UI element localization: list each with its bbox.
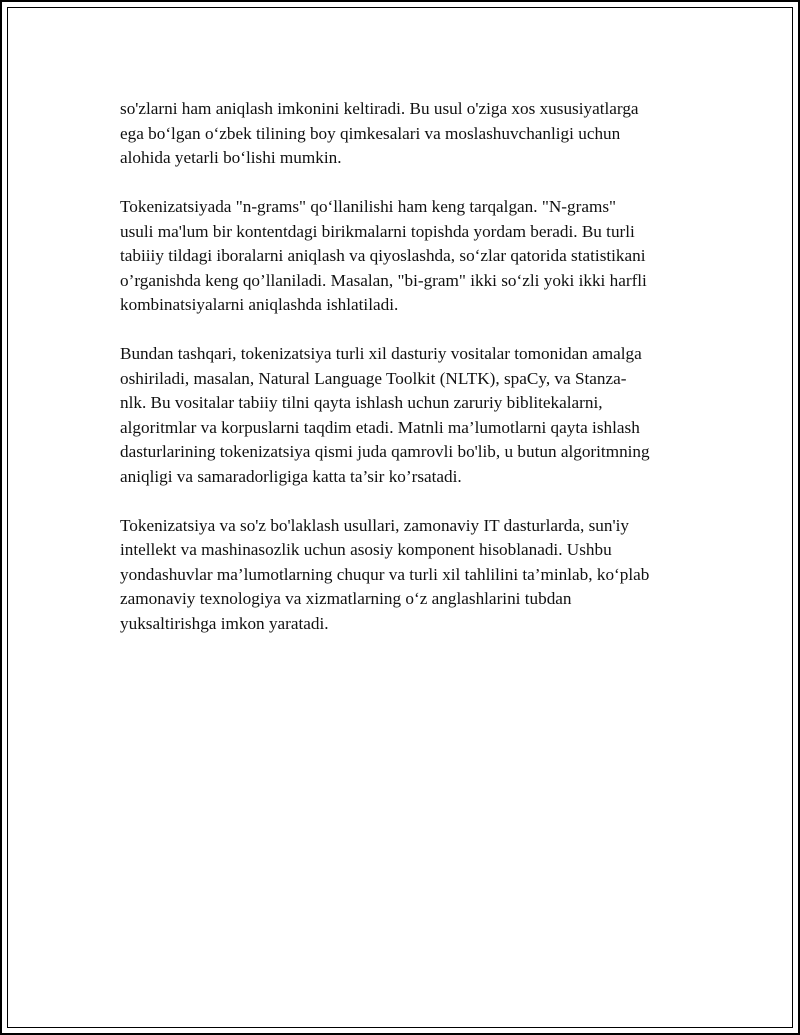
text-line: Tokenizatsiya va so'z bo'laklash usullari, zamonaviy IT dasturlarda, sun'iy: [120, 515, 629, 535]
paragraph-2: [120, 195, 700, 318]
document-body: [120, 97, 700, 661]
text-line: alohida yetarli bo‘lishi mumkin.: [120, 148, 342, 167]
paragraph-4: [120, 514, 700, 637]
text-line: so'zlarni ham aniqlash imkonini keltiradi. Bu usul o'ziga xos xususiyatlarga: [120, 99, 639, 118]
text-line: nlk. Bu vositalar tabiiy tilni qayta ishlash uchun zaruriy biblitekalarni,: [120, 393, 603, 412]
text-line: oshiriladi, masalan, Natural Language Toolkit (NLTK), spaCy, va Stanza-: [120, 368, 627, 388]
text-line: dasturlarining tokenizatsiya qismi juda qamrovli bo'lib, u butun algoritmning: [120, 442, 650, 461]
text-line: kombinatsiyalarni aniqlashda ishlatiladi.: [120, 295, 399, 314]
text-line: algoritmlar va korpuslarni taqdim etadi. Matnli ma’lumotlarni qayta ishlash: [120, 417, 640, 437]
text-line: tabiiiy tildagi iboralarni aniqlash va qiyoslashda, so‘zlar qatorida statistikani: [120, 246, 646, 265]
text-line: aniqligi va samaradorligiga katta ta’sir ko’rsatadi.: [120, 466, 462, 486]
text-line: zamonaviy texnologiya va xizmatlarning o‘z anglashlarini tubdan: [120, 589, 572, 608]
text-line: Bundan tashqari, tokenizatsiya turli xil dasturiy vositalar tomonidan amalga: [120, 344, 642, 363]
text-line: o’rganishda keng qo’llaniladi. Masalan, "bi-gram" ikki so‘zli yoki ikki harfli: [120, 270, 647, 290]
paragraph-1: [120, 97, 700, 171]
text-line: usuli ma'lum bir kontentdagi birikmalarni topishda yordam beradi. Bu turli: [120, 221, 635, 241]
text-line: intellekt va mashinasozlik uchun asosiy komponent hisoblanadi. Ushbu: [120, 540, 612, 559]
text-line: Tokenizatsiyada "n-grams" qo‘llanilishi ham keng tarqalgan. "N-grams": [120, 197, 617, 216]
paragraph-3: [120, 342, 700, 489]
text-line: ega bo‘lgan o‘zbek tilining boy qimkesalari va moslashuvchanligi uchun: [120, 123, 621, 143]
text-line: yondashuvlar ma’lumotlarning chuqur va turli xil tahlilini ta’minlab, ko‘plab: [120, 564, 650, 584]
text-line: yuksaltirishga imkon yaratadi.: [120, 613, 329, 633]
